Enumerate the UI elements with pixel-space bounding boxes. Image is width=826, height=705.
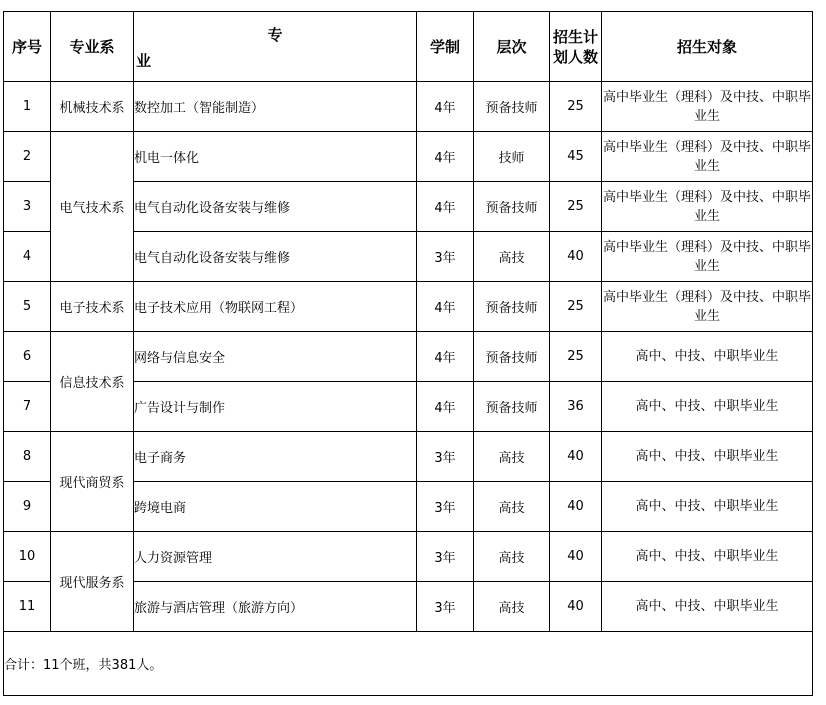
table-row	[4, 282, 813, 332]
cell-major: 机电一体化	[134, 132, 417, 182]
cell-target: 高中毕业生（理科）及中技、中职毕业生	[602, 282, 813, 332]
cell-level: 预备技师	[474, 182, 550, 232]
cell-quota: 40	[550, 432, 602, 482]
header-years: 学制	[417, 12, 474, 82]
cell-years: 3年	[417, 432, 474, 482]
cell-years: 4年	[417, 182, 474, 232]
cell-target: 高中、中技、中职毕业生	[602, 432, 813, 482]
cell-seq: 4	[4, 232, 51, 282]
cell-quota: 25	[550, 282, 602, 332]
cell-level: 高技	[474, 482, 550, 532]
header-level: 层次	[474, 12, 550, 82]
cell-seq: 11	[4, 582, 51, 632]
cell-major: 广告设计与制作	[134, 382, 417, 432]
cell-target: 高中、中技、中职毕业生	[602, 332, 813, 382]
cell-quota: 40	[550, 232, 602, 282]
cell-quota: 25	[550, 82, 602, 132]
cell-years: 4年	[417, 132, 474, 182]
cell-level: 高技	[474, 232, 550, 282]
cell-seq: 8	[4, 432, 51, 482]
cell-target: 高中、中技、中职毕业生	[602, 482, 813, 532]
total-row	[4, 632, 813, 696]
cell-target: 高中毕业生（理科）及中技、中职毕业生	[602, 132, 813, 182]
cell-years: 4年	[417, 332, 474, 382]
cell-quota: 40	[550, 532, 602, 582]
cell-dept: 电气技术系	[51, 132, 134, 282]
header-row	[4, 12, 813, 82]
cell-target: 高中、中技、中职毕业生	[602, 582, 813, 632]
cell-level: 高技	[474, 432, 550, 482]
cell-seq: 2	[4, 132, 51, 182]
cell-level: 预备技师	[474, 282, 550, 332]
cell-quota: 36	[550, 382, 602, 432]
cell-level: 预备技师	[474, 332, 550, 382]
header-major	[134, 12, 417, 82]
cell-quota: 25	[550, 182, 602, 232]
cell-years: 4年	[417, 382, 474, 432]
table-row	[4, 332, 813, 382]
cell-dept: 电子技术系	[51, 282, 134, 332]
header-seq: 序号	[4, 12, 51, 82]
cell-target: 高中毕业生（理科）及中技、中职毕业生	[602, 182, 813, 232]
cell-level: 预备技师	[474, 82, 550, 132]
cell-major: 电子技术应用（物联网工程）	[134, 282, 417, 332]
cell-years: 3年	[417, 482, 474, 532]
cell-target: 高中、中技、中职毕业生	[602, 382, 813, 432]
cell-major: 跨境电商	[134, 482, 417, 532]
cell-dept: 现代服务系	[51, 532, 134, 632]
cell-level: 高技	[474, 582, 550, 632]
cell-seq: 1	[4, 82, 51, 132]
cell-major: 数控加工（智能制造）	[134, 82, 417, 132]
cell-quota: 40	[550, 582, 602, 632]
enrollment-table	[3, 11, 813, 696]
cell-quota: 45	[550, 132, 602, 182]
cell-seq: 3	[4, 182, 51, 232]
cell-seq: 9	[4, 482, 51, 532]
cell-target: 高中毕业生（理科）及中技、中职毕业生	[602, 82, 813, 132]
cell-major: 网络与信息安全	[134, 332, 417, 382]
cell-seq: 7	[4, 382, 51, 432]
cell-level: 预备技师	[474, 382, 550, 432]
cell-level: 技师	[474, 132, 550, 182]
cell-target: 高中毕业生（理科）及中技、中职毕业生	[602, 232, 813, 282]
table-row	[4, 532, 813, 582]
header-target: 招生对象	[602, 12, 813, 82]
cell-seq: 6	[4, 332, 51, 382]
cell-years: 4年	[417, 82, 474, 132]
cell-dept: 信息技术系	[51, 332, 134, 432]
cell-quota: 40	[550, 482, 602, 532]
total-summary: 合计：11个班，共381人。	[4, 632, 813, 696]
table-row	[4, 82, 813, 132]
cell-major: 电子商务	[134, 432, 417, 482]
cell-seq: 5	[4, 282, 51, 332]
cell-major: 电气自动化设备安装与维修	[134, 232, 417, 282]
table-row	[4, 132, 813, 182]
cell-seq: 10	[4, 532, 51, 582]
cell-quota: 25	[550, 332, 602, 382]
cell-major: 电气自动化设备安装与维修	[134, 182, 417, 232]
header-dept: 专业系	[51, 12, 134, 82]
cell-major: 人力资源管理	[134, 532, 417, 582]
cell-major: 旅游与酒店管理（旅游方向）	[134, 582, 417, 632]
header-major-bottom: 业	[136, 52, 152, 70]
cell-target: 高中、中技、中职毕业生	[602, 532, 813, 582]
cell-level: 高技	[474, 532, 550, 582]
cell-dept: 机械技术系	[51, 82, 134, 132]
cell-dept: 现代商贸系	[51, 432, 134, 532]
header-major-top: 专	[267, 26, 283, 44]
cell-years: 4年	[417, 282, 474, 332]
table-row	[4, 432, 813, 482]
cell-years: 3年	[417, 532, 474, 582]
cell-years: 3年	[417, 582, 474, 632]
header-quota: 招生计划人数	[550, 12, 602, 82]
cell-years: 3年	[417, 232, 474, 282]
